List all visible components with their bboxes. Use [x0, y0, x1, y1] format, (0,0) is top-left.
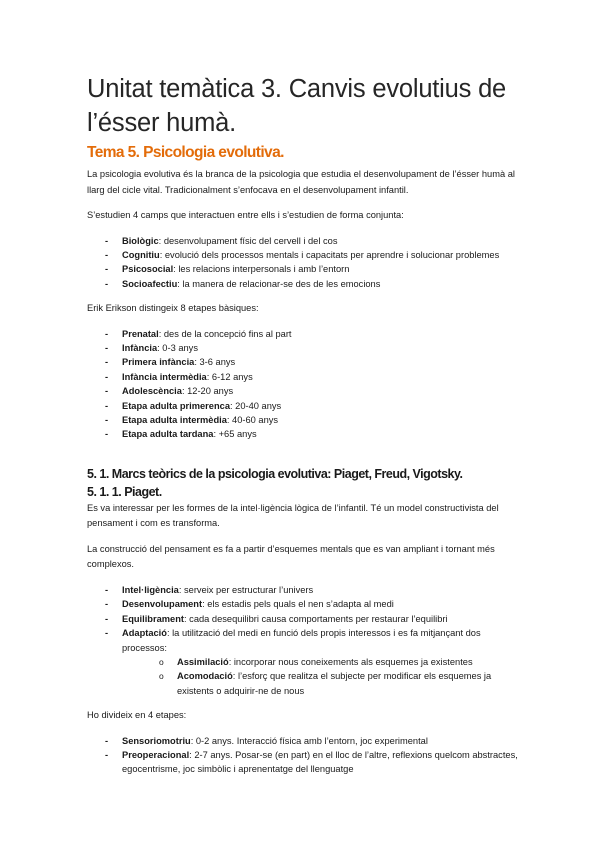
- list-item: - Etapa adulta tardana: +65 anys: [87, 427, 527, 441]
- page-title: Unitat temàtica 3. Canvis evolutius de l’ésser humà.: [87, 75, 507, 137]
- list-item: - Prenatal: des de la concepció fins al part: [87, 327, 527, 341]
- section-5-1-heading: 5. 1. Marcs teòrics de la psicologia evolutiva: Piaget, Freud, Vigotsky.: [87, 466, 463, 481]
- list-item: - Equilibrament: cada desequilibri causa comportaments per restaurar l’equilibri: [87, 612, 527, 626]
- section-5-1-1-heading: 5. 1. 1. Piaget.: [87, 484, 162, 499]
- list-item: - Cognitiu: evolució dels processos mentals i capacitats per aprendre i solucionar problemes: [87, 248, 527, 262]
- piaget-etapes-intro: Ho divideix en 4 etapes:: [87, 710, 187, 721]
- piaget-conceptes-list: [87, 583, 527, 698]
- camps-intro: S’estudien 4 camps que interactuen entre ells i s’estudien de forma conjunta:: [87, 210, 404, 220]
- list-item: - Intel·ligència: serveix per estructurar l’univers: [87, 583, 527, 597]
- document-content: [87, 72, 527, 787]
- tema5-intro: La psicologia evolutiva és la branca de la psicologia que estudia el desenvolupament de l’ésser humà al llarg del cicle vital. Tradicionalment s’enfocava en el desenvolupament infantil.: [87, 169, 515, 195]
- list-item: - Socioafectiu: la manera de relacionar-se des de les emocions: [87, 277, 527, 291]
- erikson-intro: Erik Erikson distingeix 8 etapes bàsiques:: [87, 303, 259, 314]
- list-item: - Desenvolupament: els estadis pels quals el nen s’adapta al medi: [87, 597, 527, 611]
- list-item: - Biològic: desenvolupament físic del cervell i del cos: [87, 234, 527, 248]
- piaget-etapes-list: [87, 734, 527, 777]
- sub-list-item: o Assimilació: incorporar nous coneixements als esquemes ja existentes: [122, 655, 527, 669]
- adaptacio-processos-list: [122, 655, 527, 698]
- list-item: - Infància intermèdia: 6-12 anys: [87, 370, 527, 384]
- erikson-etapes-list: [87, 327, 527, 442]
- list-item: - Sensoriomotriu: 0-2 anys. Interacció física amb l’entorn, joc experimental: [87, 734, 527, 748]
- list-item: - Preoperacional: 2-7 anys. Posar-se (en part) en el lloc de l’altre, reflexions quelcom abstractes, egocentrisme, joc simbòlic i aprenentatge del llenguatge: [87, 748, 527, 777]
- list-item: - Primera infància: 3-6 anys: [87, 355, 527, 369]
- camps-list: [87, 234, 527, 292]
- list-item: - Etapa adulta primerenca: 20-40 anys: [87, 399, 527, 413]
- piaget-intro: Es va interessar per les formes de la intel·ligència lògica de l’infantil. Té un model constructivista del pensament i com es transforma.: [87, 502, 499, 529]
- list-item: - Infància: 0-3 anys: [87, 341, 527, 355]
- list-item: - Adaptació: la utilització del medi en funció dels propis interessos i es fa mitjançant dos processos: o Assimilació: incorporar nous coneixements als esquemes ja existentes o Acomodació: l’esforç que realitza el subjecte per modificar els esquemes ja existents o adquirir-ne de nous: [87, 626, 527, 698]
- list-item: - Adolescència: 12-20 anys: [87, 384, 527, 398]
- tema5-heading: Tema 5. Psicologia evolutiva.: [87, 144, 284, 161]
- sub-list-item: o Acomodació: l’esforç que realitza el subjecte per modificar els esquemes ja existents o adquirir-ne de nous: [122, 669, 527, 698]
- construccio-paragraph: La construcció del pensament es fa a partir d’esquemes mentals que es van ampliant i tornant més complexos.: [87, 543, 495, 570]
- list-item: - Etapa adulta intermèdia: 40-60 anys: [87, 413, 527, 427]
- list-item: - Psicosocial: les relacions interpersonals i amb l’entorn: [87, 262, 527, 276]
